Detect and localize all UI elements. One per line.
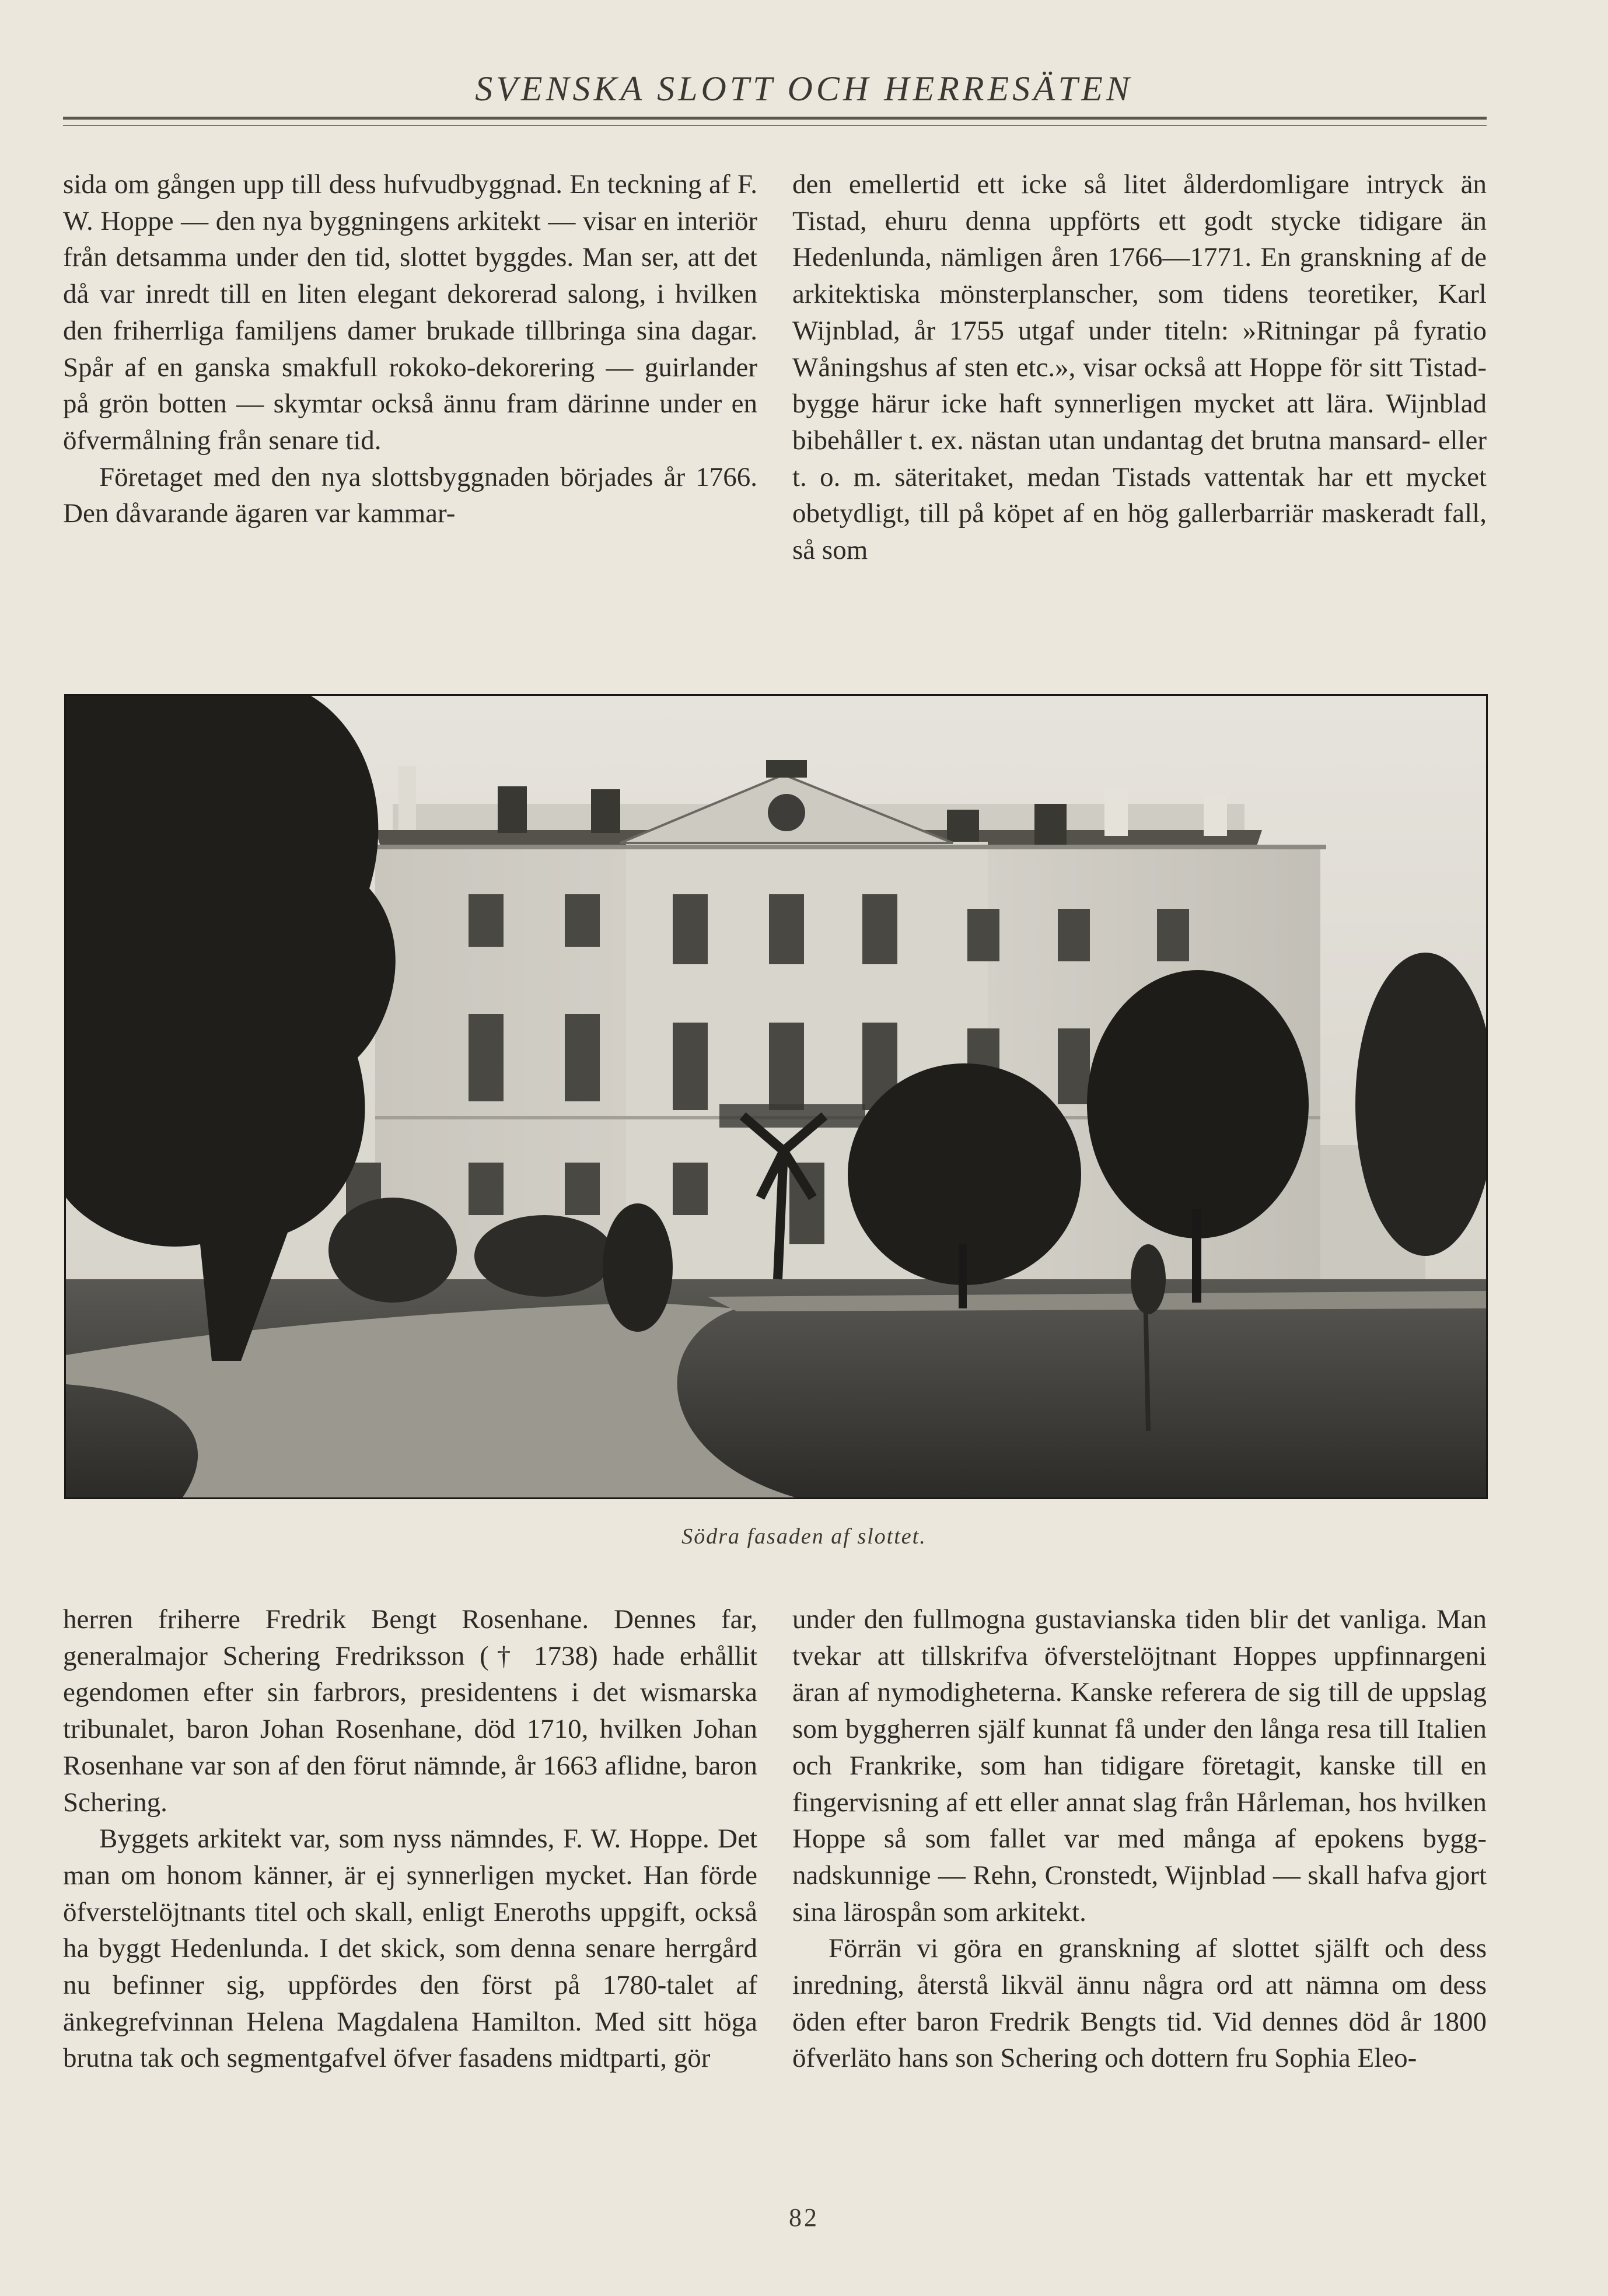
- paragraph: sida om gången upp till dess hufvudbyggnad. En teckning af F. W. Hoppe — den nya byggningens arkitekt — visar en interiör från detsamma under den tid, slottet byggdes. Man ser, att det då var inredt till en liten elegant dekorerad salong, i hvilken den friherrliga familjens damer brukade tillbringa sina dagar. Spår af en ganska smakfull rokoko-dekorering — guirlander på grön botten — skymtar också ännu fram därinne under en öfvermålning från senare tid.: [63, 169, 757, 456]
- page-number: 82: [789, 2203, 819, 2232]
- paragraph: den emellertid ett icke så litet ålderdomligare intryck än Tistad, ehuru denna uppförts ett godt stycke tidigare än Hedenlunda, nämligen åren 1766—1771. En granskning af de arkitektiska mönsterplanscher, som tidens teoretiker, Karl Wijnblad, år 1755 utgaf under titeln: »Ritningar på fyratio Wåningshus af sten etc.», visar också att Hoppe för sitt Tistad-bygge härur icke haft synnerligen mycket att lära. Wijnblad bibehåller t. ex. nästan utan undantag det brutna mansard- eller t. o. m. säteritaket, medan Tistads vattentak har ett mycket obetydligt, till på köpet af en hög gallerbarriär maskeradt fall, så som: [792, 169, 1487, 566]
- text-column-top-left: [63, 166, 757, 532]
- running-header: SVENSKA SLOTT OCH HERRESÄTEN: [475, 69, 1133, 108]
- paragraph: Förrän vi göra en granskning af slottet själft och dess inredning, återstå likväl ännu några ord att nämna om dess öden efter baron Fredrik Bengts tid. Vid dennes död år 1800 öfverläto hans son Schering och dottern fru Sophia Eleo-: [792, 1933, 1487, 2074]
- text-column-bottom-right: [792, 1601, 1487, 2077]
- paragraph: herren friherre Fredrik Bengt Rosenhane. Dennes far, generalmajor Schering Fredriksson († 1738) hade erhållit egendomen efter sin farbrors, presidentens i det wismarska tribunalet, baron Johan Rosenhane, död 1710, hvilken Johan Rosenhane var son af den förut nämnde, år 1663 aflidne, baron Schering.: [63, 1604, 757, 1818]
- header-rule: [63, 117, 1487, 120]
- castle-photograph: [64, 694, 1488, 1499]
- paragraph: under den fullmogna gustavianska tiden blir det vanliga. Man tvekar att tillskrifva öfverstelöjtnant Hoppes uppfinnargeni äran af nymodigheterna. Kanske referera de sig till de uppslag som byggherren själf kunnat få under den långa resa till Italien och Frankrike, som han tidigare företagit, kanske till en fingervisning af ett eller annat slag från Hårleman, hos hvilken Hoppe så som fallet var med många af epokens byggnadskunnige — Rehn, Cronstedt, Wijnblad — skall hafva gjort sina lärospån som arkitekt.: [792, 1604, 1487, 1927]
- paragraph: Byggets arkitekt var, som nyss nämndes, F. W. Hoppe. Det man om honom känner, är ej synnerligen mycket. Han förde öfverstelöjtnants titel och skall, enligt Eneroths uppgift, också ha byggt Hedenlunda. I det skick, som denna senare herrgård nu befinner sig, uppfördes den först på 1780-talet af änkegrefvinnan Helena Magdalena Hamilton. Med sitt höga brutna tak och segmentgafvel öfver fasadens midtparti, gör: [63, 1824, 757, 2074]
- text-column-top-right: [792, 166, 1487, 569]
- paragraph: Företaget med den nya slottsbyggnaden börjades år 1766. Den dåvarande ägaren var kammar-: [63, 461, 757, 529]
- photo-caption: Södra fasaden af slottet.: [681, 1524, 927, 1549]
- header-rule-thin: [63, 125, 1487, 126]
- text-column-bottom-left: [63, 1601, 757, 2077]
